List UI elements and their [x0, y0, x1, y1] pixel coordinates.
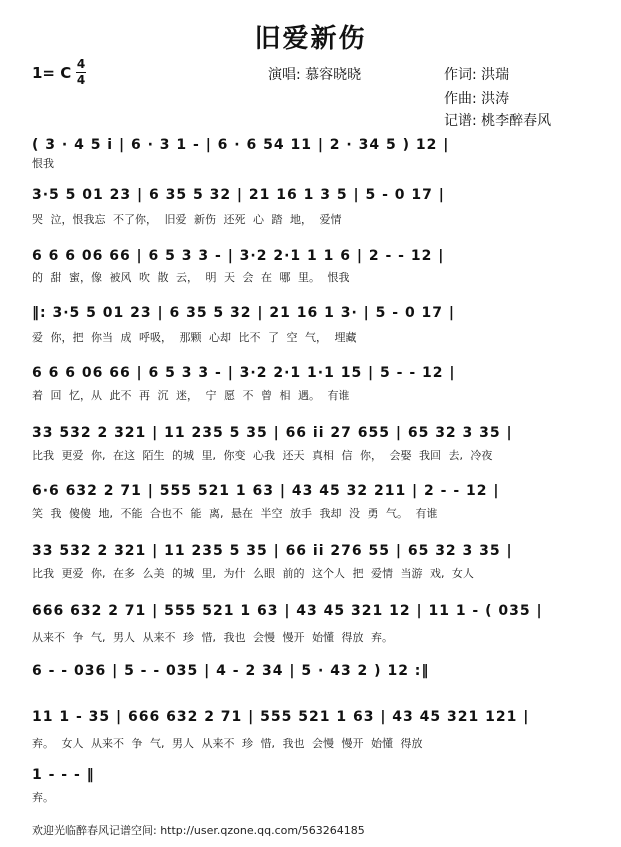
score-lyrics-row: 恨我	[32, 157, 54, 170]
score-notes-row: 11 1 - 35 | 666 632 2 71 | 555 521 1 63 | 43 45 321 121 |	[32, 709, 530, 725]
score-notes-row: 3·5 5 01 23 | 6 35 5 32 | 21 16 1 3 5 | 5 - 0 17 |	[32, 187, 445, 203]
score-notes-row: 6·6 632 2 71 | 555 521 1 63 | 43 45 32 211 | 2 - - 12 |	[32, 483, 500, 499]
score-notes-row: ( 3 · 4 5 i | 6 · 3 1 - | 6 · 6 54 11 | 2 · 34 5 ) 12 |	[32, 137, 450, 153]
score-lyrics-row	[32, 684, 602, 700]
key-signature: 1= C	[32, 64, 72, 82]
score-notes-row: 6 6 6 06 66 | 6 5 3 3 - | 3·2 2·1 1 1 6 | 2 - - 12 |	[32, 248, 445, 264]
score-notes-row: 666 632 2 71 | 555 521 1 63 | 43 45 321 12 | 11 1 - ( 035 |	[32, 603, 543, 619]
score-notes-row: 1 - - - ‖	[32, 767, 95, 783]
meter-top: 4	[76, 57, 86, 71]
score-lyrics-row: 弃。	[32, 791, 54, 804]
score-lyrics-row: 弃。 女人 从来不 争 气, 男人 从来不 珍 惜, 我也 会慢 慢开 始懂 得放	[32, 737, 423, 750]
singer-credit: 演唱: 慕容晓晓	[268, 67, 362, 83]
score-lyrics-row: 哭 泣，恨我忘 不了你， 旧爱 新伤 还死 心 踏 地， 爱情	[32, 213, 342, 226]
score-lyrics-row: 的 甜 蜜，像 被风 吹 散 云， 明 天 会 在 哪 里。 恨我	[32, 271, 350, 284]
score-lyrics-row: 比我 更爱 你, 在这 陌生 的城 里, 你变 心我 还天 真相 信 你， 会娶 我回 去, 冷夜	[32, 449, 493, 462]
score-notes-row: 33 532 2 321 | 11 235 5 35 | 66 ii 276 55 | 65 32 3 35 |	[32, 543, 513, 559]
transcriber-credit: 记谱: 桃李醉春风	[444, 113, 552, 129]
composer-credit: 作曲: 洪涛	[444, 91, 510, 107]
score-lyrics-row: 爱 你，把 你当 成 呼吸， 那颗 心却 比不 了 空 气， 埋藏	[32, 331, 357, 344]
lyricist-credit: 作词: 洪瑞	[444, 67, 510, 83]
score-lyrics-row: 着 回 忆，从 此不 再 沉 迷， 宁 愿 不 曾 相 遇。 有谁	[32, 389, 350, 402]
score-lyrics-row: 从来不 争 气, 男人 从来不 珍 惜, 我也 会慢 慢开 始懂 得放 弃。	[32, 631, 393, 644]
page-title: 旧爱新伤	[254, 24, 367, 54]
score-lyrics-row: 笑 我 傻傻 地, 不能 合也不 能 离, 悬在 半空 放手 我却 没 勇 气。 有谁	[32, 507, 438, 520]
footer-link[interactable]: 欢迎光临醉春风记谱空间: http://user.qzone.qq.com/563264185	[32, 824, 365, 837]
time-signature	[76, 58, 86, 87]
score-notes-row: 6 6 6 06 66 | 6 5 3 3 - | 3·2 2·1 1·1 15 | 5 - - 12 |	[32, 365, 456, 381]
meter-bottom: 4	[76, 73, 86, 87]
score-notes-row: 33 532 2 321 | 11 235 5 35 | 66 ii 27 655 | 65 32 3 35 |	[32, 425, 513, 441]
score-notes-row: ‖: 3·5 5 01 23 | 6 35 5 32 | 21 16 1 3· | 5 - 0 17 |	[32, 305, 456, 321]
score-notes-row: 6 - - 036 | 5 - - 035 | 4 - 2 34 | 5 · 43 2 ) 12 :‖	[32, 663, 430, 679]
score-lyrics-row: 比我 更爱 你, 在多 么美 的城 里, 为什 么眼 前的 这个人 把 爱情 当游 戏, 女人	[32, 567, 474, 580]
